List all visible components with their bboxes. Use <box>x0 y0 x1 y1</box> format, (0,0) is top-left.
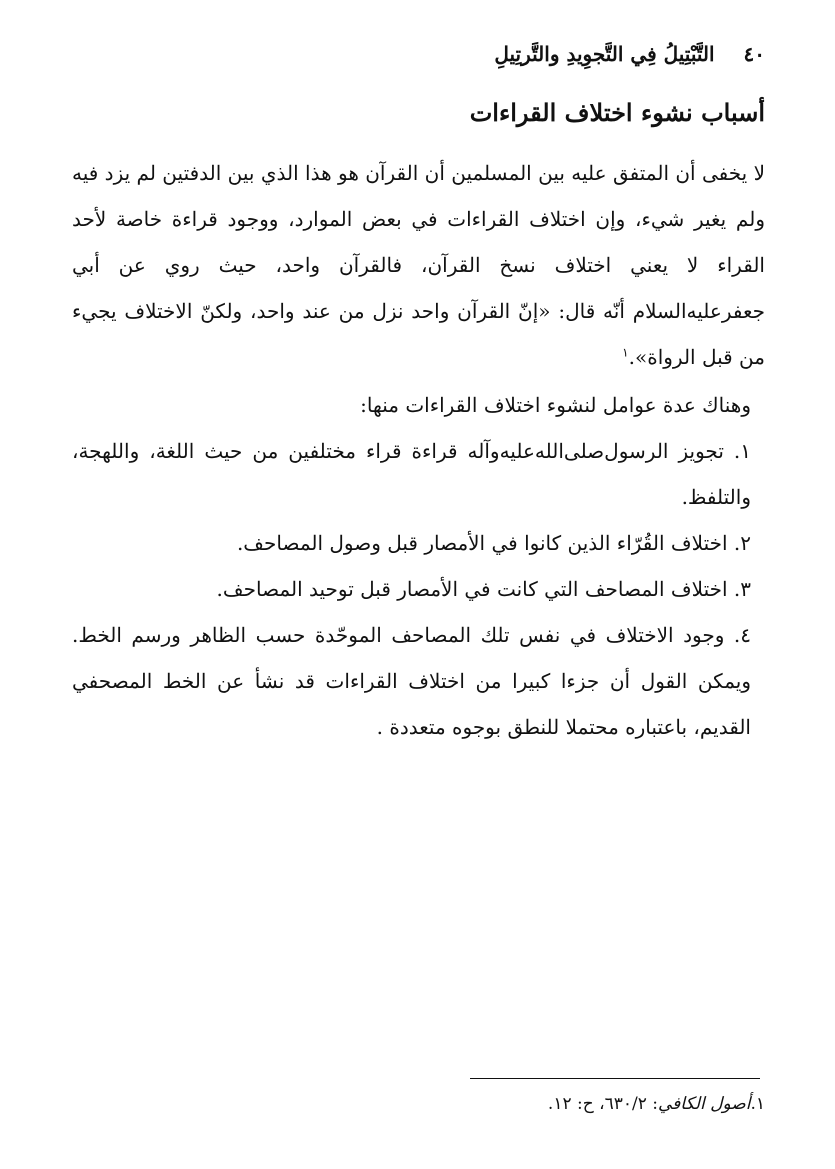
list-item: ٢. اختلاف القُرّاء الذين كانوا في الأمصار قبل وصول المصاحف. <box>236 531 751 555</box>
list-item: ٤. وجود الاختلاف في نفس تلك المصاحف الموحّدة حسب الظاهر ورسم الخط. ويمكن القول أن جزءا كبيرا من اختلاف القراءات قد نشأ عن الخط المصحفي القديم، باعتباره محتملا للنطق بوجوه متعددة . <box>72 623 751 739</box>
footnote <box>548 1094 765 1114</box>
book-title: التَّبْتِيلُ فِي التَّجوِيدِ والتَّرتِيلِ <box>494 42 715 66</box>
section-title: أسباب نشوء اختلاف القراءات <box>469 98 765 127</box>
footnote-number: ١. <box>750 1094 765 1114</box>
body-text <box>72 150 765 750</box>
paragraph-text: لا يخفى أن المتفق عليه بين المسلمين أن القرآن هو هذا الذي بين الدفتين لم يزد فيه ولم يغير شيء، وإن اختلاف القراءات في بعض الموارد، ووجود قراءة خاصة لأحد القراء لا يعني اختلاف نسخ القرآن، فالقرآن واحد، حيث روي عن أبي جعفر‌عليه‌السلام أنّه قال: «إنّ القرآن واحد نزل من عند واحد، ولكنّ الاختلاف يجيء من قبل الرواة». <box>72 161 765 369</box>
list-item: ٣. اختلاف المصاحف التي كانت في الأمصار قبل توحيد المصاحف. <box>216 577 751 601</box>
footnote-reference: : ٦٣٠/٢، ح: ١٢. <box>547 1094 658 1114</box>
page-number: ٤٠ <box>743 42 765 66</box>
footnote-source: أصول الكافي <box>657 1094 751 1114</box>
running-header <box>494 42 765 66</box>
footnote-marker: ١ <box>622 345 629 360</box>
footnote-divider <box>470 1078 760 1079</box>
paragraph <box>72 150 765 380</box>
list-item: ١. تجويز الرسول‌صلى‌الله‌عليه‌وآله قراءة قراء مختلفين من حيث اللغة، واللهجة، والتلفظ. <box>72 439 751 509</box>
list-intro: وهناك عدة عوامل لنشوء اختلاف القراءات منها: <box>360 393 751 417</box>
